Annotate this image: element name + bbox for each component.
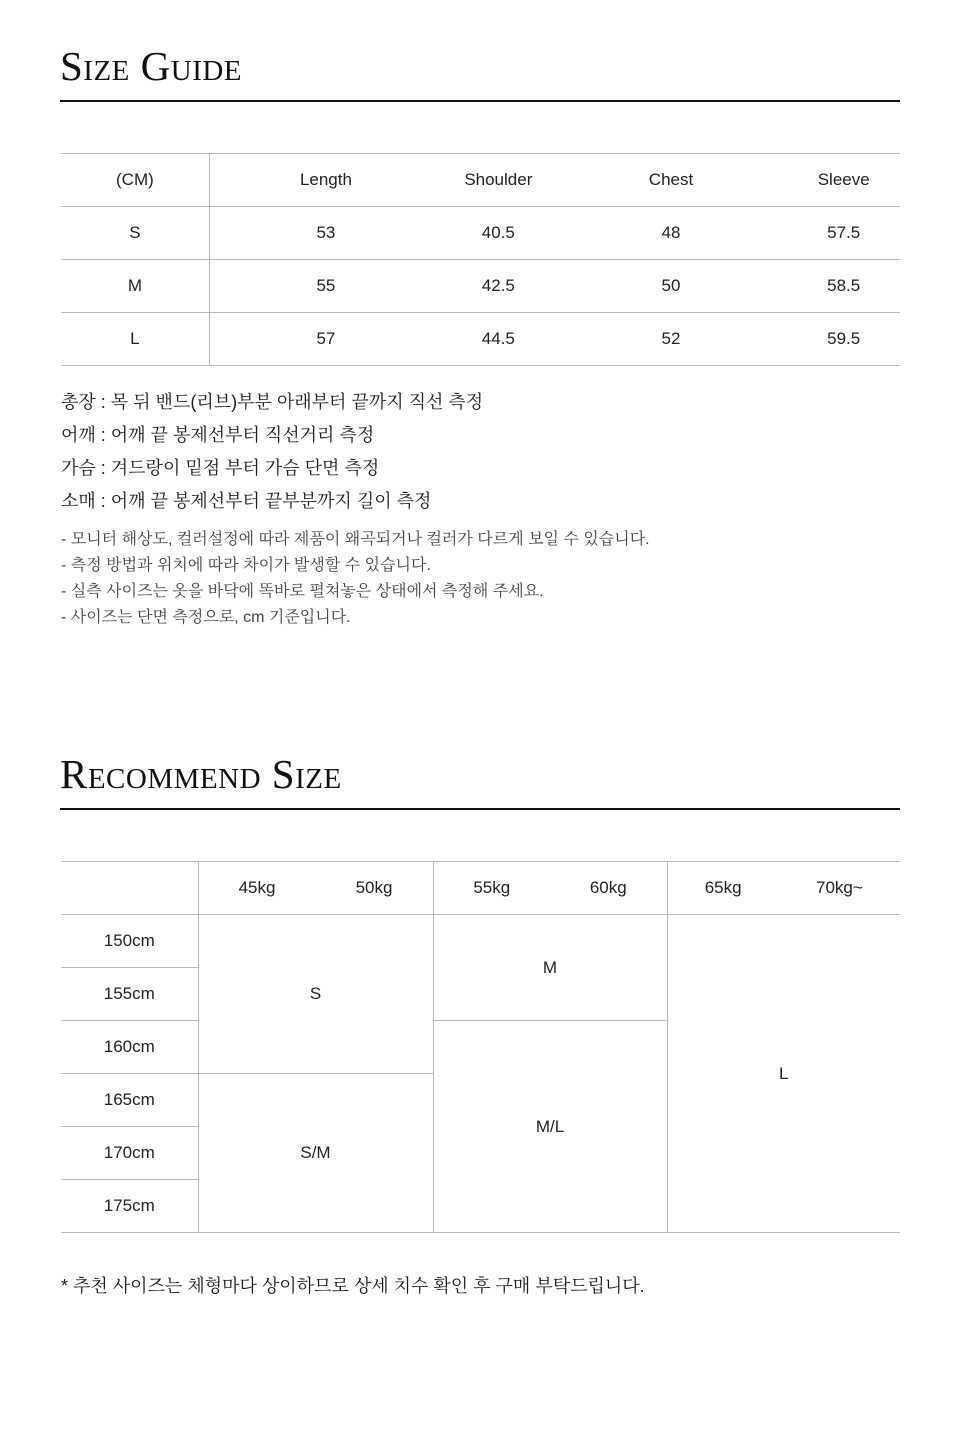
recommend-size-title: Recommend Size bbox=[60, 751, 342, 797]
height-label: 155cm bbox=[61, 968, 198, 1021]
weight-label: 50kg bbox=[355, 878, 393, 897]
shoulder-header: Shoulder bbox=[442, 154, 555, 207]
note-item: - 측정 방법과 위치에 따라 차이가 발생할 수 있습니다. bbox=[61, 557, 431, 574]
size-label: S bbox=[61, 207, 209, 260]
size-guide-divider bbox=[60, 100, 900, 102]
sleeve-value: 59.5 bbox=[787, 313, 900, 366]
unit-header: (CM) bbox=[61, 154, 209, 207]
corner-cell bbox=[61, 862, 198, 915]
size-row-l bbox=[61, 313, 900, 366]
size-guide-title: Size Guide bbox=[60, 43, 243, 89]
length-header: Length bbox=[209, 154, 442, 207]
recommend-cell-ml: M/L bbox=[433, 1021, 667, 1233]
height-label: 165cm bbox=[61, 1074, 198, 1127]
recommend-cell-m: M bbox=[433, 915, 667, 1021]
size-label: M bbox=[61, 260, 209, 313]
chest-header: Chest bbox=[555, 154, 788, 207]
size-row-m bbox=[61, 260, 900, 313]
weight-label: 60kg bbox=[589, 878, 627, 897]
weight-header-row bbox=[61, 862, 900, 915]
recommend-footnote: * 추천 사이즈는 체형마다 상이하므로 상세 치수 확인 후 구매 부탁드립니다. bbox=[61, 1276, 645, 1296]
measurement-chest: 가슴 : 겨드랑이 밑점 부터 가슴 단면 측정 bbox=[61, 458, 380, 478]
note-item: - 사이즈는 단면 측정으로, cm 기준입니다. bbox=[61, 609, 351, 626]
weight-group-header bbox=[667, 862, 900, 915]
size-label: L bbox=[61, 313, 209, 366]
sleeve-value: 57.5 bbox=[787, 207, 900, 260]
weight-label: 70kg~ bbox=[815, 878, 863, 897]
shoulder-value: 42.5 bbox=[442, 260, 555, 313]
height-label: 150cm bbox=[61, 915, 198, 968]
recommend-cell-s: S bbox=[198, 915, 433, 1074]
shoulder-value: 40.5 bbox=[442, 207, 555, 260]
height-label: 175cm bbox=[61, 1180, 198, 1233]
height-label: 160cm bbox=[61, 1021, 198, 1074]
recommend-size-table bbox=[61, 861, 900, 1233]
chest-value: 48 bbox=[555, 207, 788, 260]
weight-label: 55kg bbox=[473, 878, 511, 897]
shoulder-value: 44.5 bbox=[442, 313, 555, 366]
weight-label: 45kg bbox=[238, 878, 276, 897]
height-label: 170cm bbox=[61, 1127, 198, 1180]
length-value: 55 bbox=[209, 260, 442, 313]
chest-value: 52 bbox=[555, 313, 788, 366]
note-item: - 실측 사이즈는 옷을 바닥에 똑바로 펼쳐놓은 상태에서 측정해 주세요. bbox=[61, 583, 544, 600]
measurement-sleeve: 소매 : 어깨 끝 봉제선부터 끝부분까지 길이 측정 bbox=[61, 491, 432, 511]
weight-label: 65kg bbox=[704, 878, 742, 897]
size-guide-table bbox=[61, 153, 900, 366]
note-item: - 모니터 해상도, 컬러설정에 따라 제품이 왜곡되거나 컬러가 다르게 보일 수 있습니다. bbox=[61, 531, 650, 548]
measurement-length: 총장 : 목 뒤 밴드(리브)부분 아래부터 끝까지 직선 측정 bbox=[61, 392, 484, 412]
chest-value: 50 bbox=[555, 260, 788, 313]
recommend-cell-l: L bbox=[667, 915, 900, 1233]
height-row bbox=[61, 915, 900, 968]
size-row-s bbox=[61, 207, 900, 260]
measurement-guide-list bbox=[61, 388, 483, 520]
sleeve-header: Sleeve bbox=[787, 154, 900, 207]
length-value: 57 bbox=[209, 313, 442, 366]
recommend-size-divider bbox=[60, 808, 900, 810]
size-table-header-row bbox=[61, 154, 900, 207]
weight-group-header bbox=[433, 862, 667, 915]
recommend-cell-sm: S/M bbox=[198, 1074, 433, 1233]
weight-group-header bbox=[198, 862, 433, 915]
size-notes-list bbox=[61, 528, 650, 632]
length-value: 53 bbox=[209, 207, 442, 260]
sleeve-value: 58.5 bbox=[787, 260, 900, 313]
measurement-shoulder: 어깨 : 어깨 끝 봉제선부터 직선거리 측정 bbox=[61, 425, 375, 445]
